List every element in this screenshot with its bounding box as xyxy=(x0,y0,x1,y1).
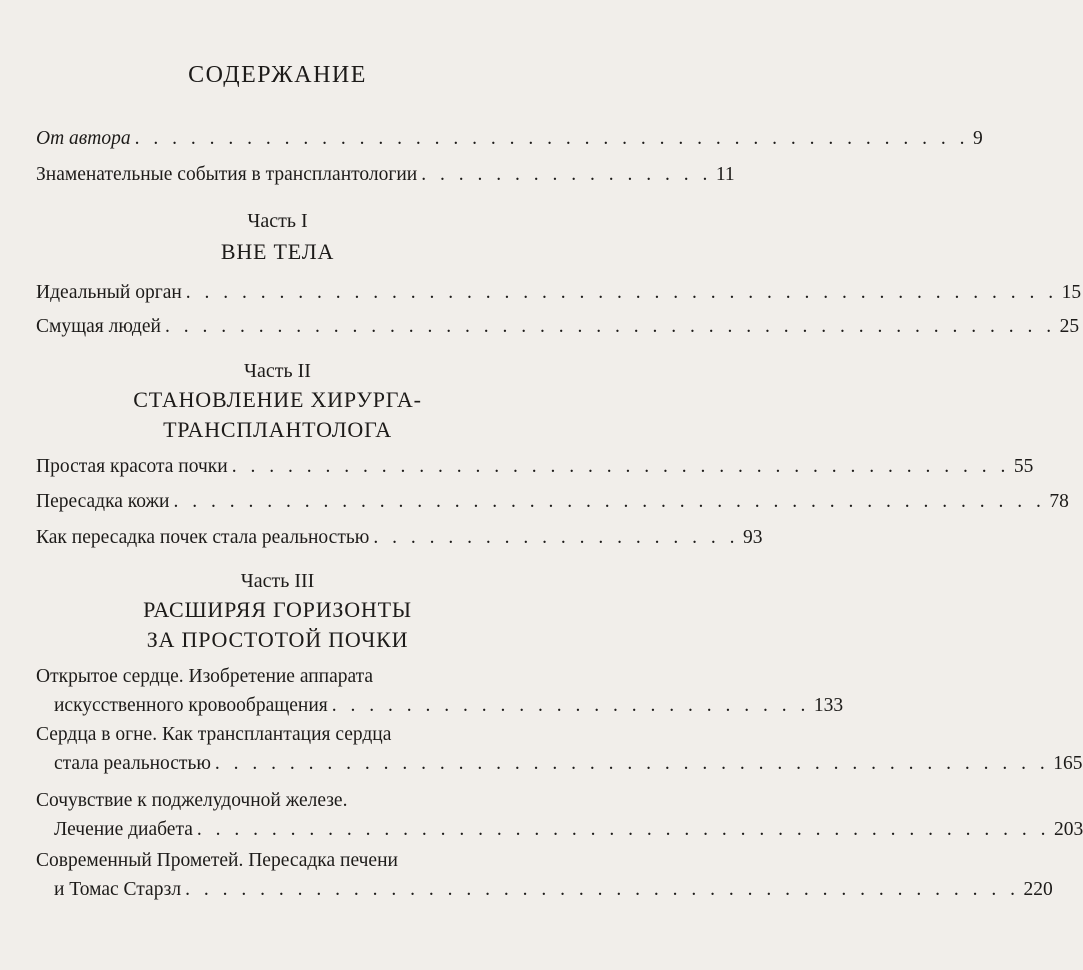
entry-text-line-2: искусственного кровообращения xyxy=(54,695,328,716)
entry-text-line-1: Открытое сердце. Изобретение аппарата xyxy=(36,666,374,687)
leader-dots: . . . . . . . . . . . . . . . . . . . . . . . . . . . . . . . . . . . . . . . . . . xyxy=(231,456,1010,477)
toc-entry xyxy=(36,846,1053,904)
toc-entry xyxy=(36,720,1083,778)
leader-dots: . . . . . . . . . . . . . . . . . . . . . . . . . . . . . . . . . . . . . . . . . . . . . xyxy=(214,753,1050,774)
toc-entry xyxy=(36,662,844,720)
part-1-label: Часть I xyxy=(247,210,308,232)
entry-page: 15 xyxy=(1061,282,1082,303)
leader-dots: . . . . . . . . . . . . . . . . . . . . . . . . . . xyxy=(331,695,810,716)
entry-page: 25 xyxy=(1059,316,1080,337)
entry-page: 78 xyxy=(1049,491,1069,512)
entry-page: 165 xyxy=(1053,753,1083,774)
toc-title: СОДЕРЖАНИЕ xyxy=(188,62,367,88)
toc-entry xyxy=(36,523,763,552)
leader-dots: . . . . . . . . . . . . . . . . xyxy=(421,164,712,185)
toc-entry-from-author xyxy=(36,124,983,153)
entry-text: Знаменательные события в трансплантологии xyxy=(36,164,418,185)
toc-entry xyxy=(36,312,1080,341)
entry-text: Идеальный орган xyxy=(36,282,182,303)
toc-entry xyxy=(36,786,1083,844)
toc-entry xyxy=(36,487,1069,516)
leader-dots: . . . . . . . . . . . . . . . . . . . . xyxy=(373,527,739,548)
leader-dots: . . . . . . . . . . . . . . . . . . . . . . . . . . . . . . . . . . . . . . . . . . . . . . . xyxy=(185,282,1058,303)
toc-entry-milestones xyxy=(36,160,735,189)
entry-page: 55 xyxy=(1013,456,1034,477)
leader-dots: . . . . . . . . . . . . . . . . . . . . . . . . . . . . . . . . . . . . . . . . . . . . . . . xyxy=(173,491,1046,512)
toc-entry xyxy=(36,452,1034,481)
leader-dots: . . . . . . . . . . . . . . . . . . . . . . . . . . . . . . . . . . . . . . . . . . . . . xyxy=(134,128,969,149)
part-3-title-line-1: РАСШИРЯЯ ГОРИЗОНТЫ xyxy=(143,597,412,622)
part-2-title-line-1: СТАНОВЛЕНИЕ ХИРУРГА- xyxy=(133,387,422,412)
part-2-title-line-2: ТРАНСПЛАНТОЛОГА xyxy=(163,417,392,442)
entry-text-line-1: Современный Прометей. Пересадка печени xyxy=(36,850,398,871)
entry-text: От автора xyxy=(36,128,131,149)
entry-text: Простая красота почки xyxy=(36,456,228,477)
entry-page: 133 xyxy=(813,695,844,716)
entry-text-line-1: Сочувствие к поджелудочной железе. xyxy=(36,790,348,811)
entry-text: Пересадка кожи xyxy=(36,491,170,512)
entry-page: 220 xyxy=(1023,879,1053,900)
entry-text-line-2: Лечение диабета xyxy=(54,819,193,840)
leader-dots: . . . . . . . . . . . . . . . . . . . . . . . . . . . . . . . . . . . . . . . . . . . . . . . . xyxy=(164,316,1056,337)
entry-text-line-2: стала реальностью xyxy=(54,753,211,774)
entry-text: Смущая людей xyxy=(36,316,161,337)
part-2-label: Часть II xyxy=(244,360,311,382)
toc-entry xyxy=(36,278,1082,307)
part-3-label: Часть III xyxy=(240,570,315,592)
part-1-title: ВНЕ ТЕЛА xyxy=(220,239,335,264)
part-3-title-line-2: ЗА ПРОСТОТОЙ ПОЧКИ xyxy=(146,627,409,652)
leader-dots: . . . . . . . . . . . . . . . . . . . . . . . . . . . . . . . . . . . . . . . . . . . . . . xyxy=(196,819,1050,840)
leader-dots: . . . . . . . . . . . . . . . . . . . . . . . . . . . . . . . . . . . . . . . . . . . . . xyxy=(185,879,1020,900)
entry-page: 203 xyxy=(1054,819,1083,840)
entry-page: 9 xyxy=(972,128,983,149)
entry-page: 11 xyxy=(715,164,735,185)
entry-text: Как пересадка почек стала реальностью xyxy=(36,527,370,548)
entry-text-line-2: и Томас Старзл xyxy=(54,879,182,900)
entry-page: 93 xyxy=(742,527,763,548)
entry-text-line-1: Сердца в огне. Как трансплантация сердца xyxy=(36,724,392,745)
